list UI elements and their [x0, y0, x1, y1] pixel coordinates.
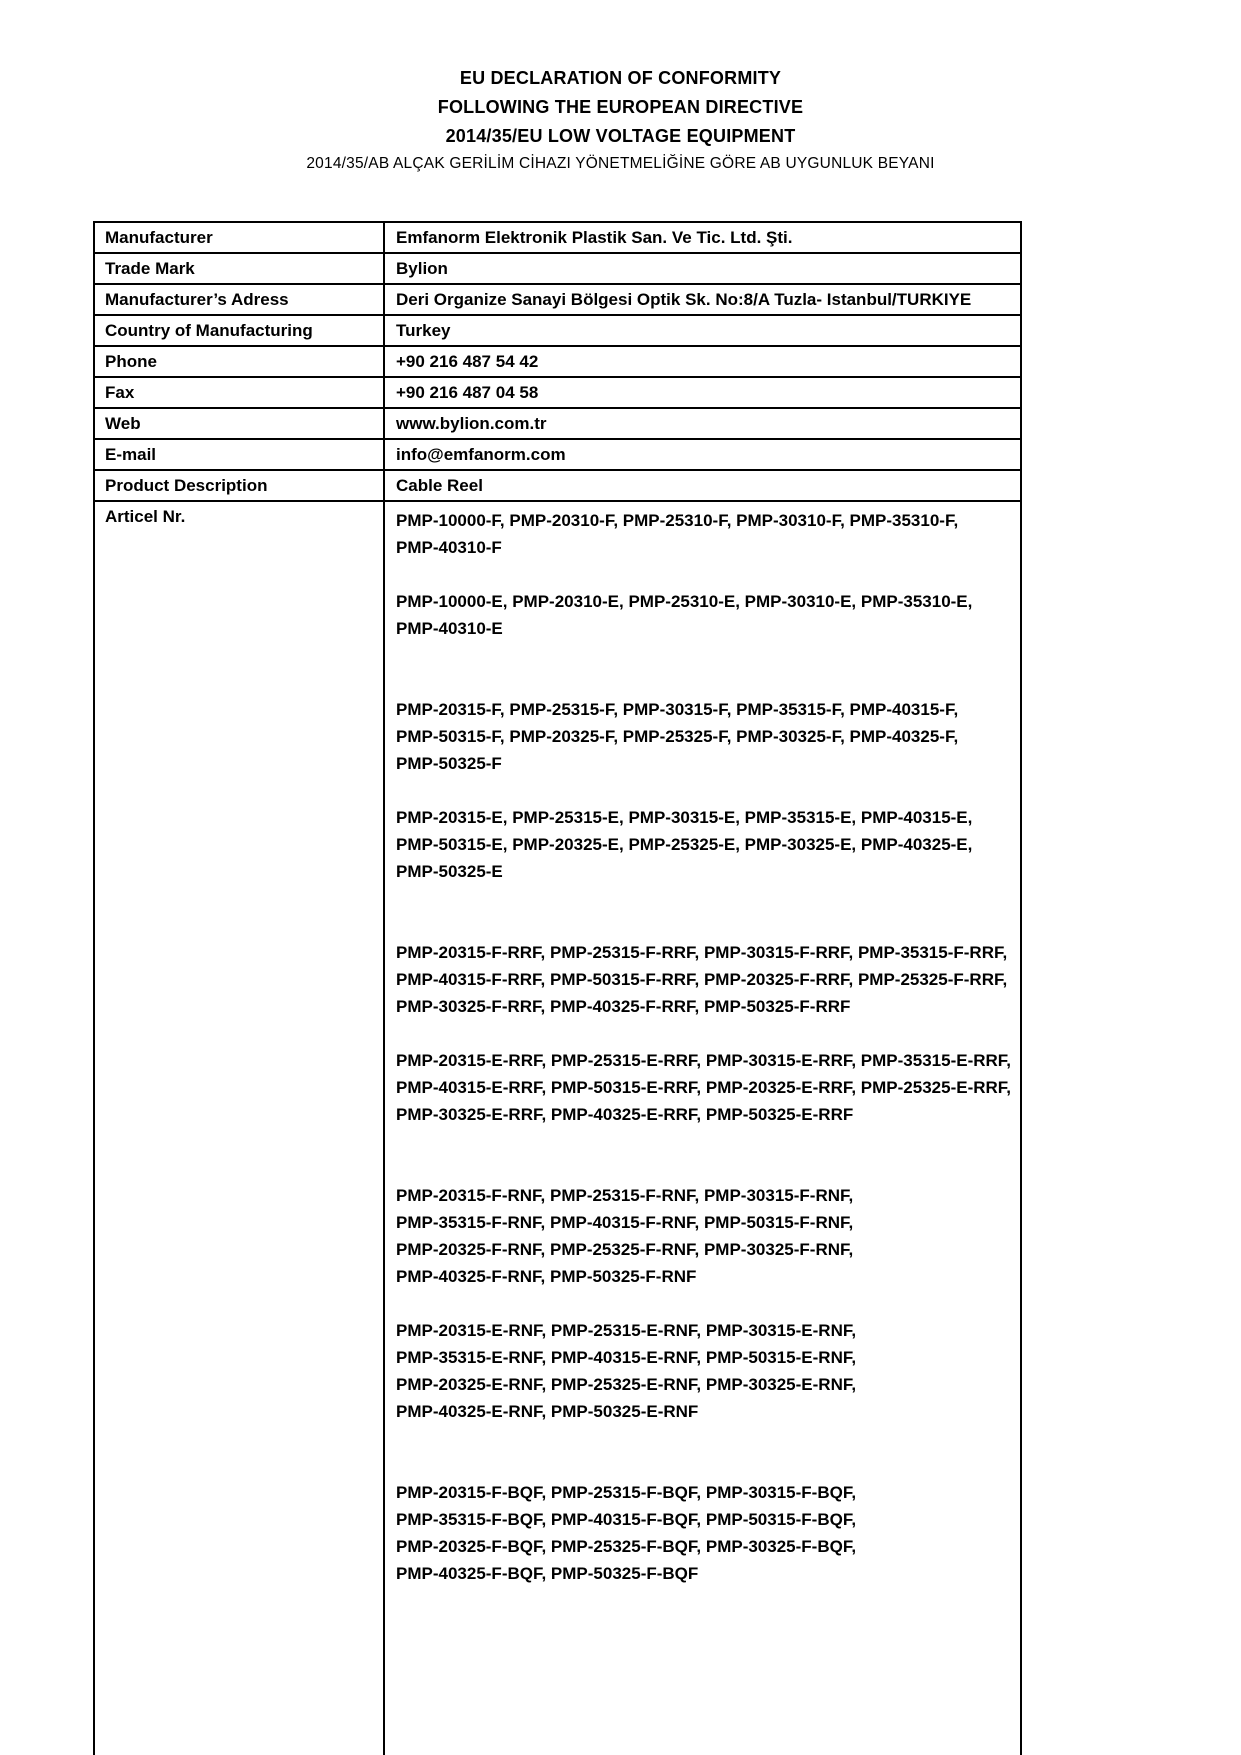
paragraph-gap	[396, 777, 1020, 804]
articel-line: PMP-40325-E-RNF, PMP-50325-E-RNF	[396, 1402, 699, 1421]
articel-value-cell	[384, 501, 1021, 1755]
paragraph-gap	[396, 1128, 1020, 1182]
articel-line: PMP-20315-E, PMP-25315-E, PMP-30315-E, PMP-35315-E, PMP-40315-E,	[396, 808, 973, 827]
articel-line: PMP-35315-F-BQF, PMP-40315-F-BQF, PMP-50315-F-BQF,	[396, 1510, 857, 1529]
row-label: Fax	[94, 377, 384, 408]
articel-line: PMP-20315-F, PMP-25315-F, PMP-30315-F, PMP-35315-F, PMP-40315-F,	[396, 700, 959, 719]
paragraph-gap	[396, 1020, 1020, 1047]
articel-line: PMP-20315-F-RNF, PMP-25315-F-RNF, PMP-30315-F-RNF,	[396, 1186, 854, 1205]
row-value: +90 216 487 04 58	[384, 377, 1021, 408]
paragraph-gap	[396, 642, 1020, 696]
articel-line: PMP-10000-E, PMP-20310-E, PMP-25310-E, PMP-30310-E, PMP-35310-E,	[396, 592, 973, 611]
row-value: www.bylion.com.tr	[384, 408, 1021, 439]
articel-line: PMP-35315-F-RNF, PMP-40315-F-RNF, PMP-50315-F-RNF,	[396, 1213, 854, 1232]
paragraph-gap	[396, 885, 1020, 939]
table-row-product-description	[94, 470, 1021, 501]
articel-line: PMP-50315-E, PMP-20325-E, PMP-25325-E, PMP-30325-E, PMP-40325-E,	[396, 835, 973, 854]
row-value: info@emfanorm.com	[384, 439, 1021, 470]
row-label: Product Description	[94, 470, 384, 501]
row-label: Country of Manufacturing	[94, 315, 384, 346]
row-value: +90 216 487 54 42	[384, 346, 1021, 377]
articel-line: PMP-40325-F-BQF, PMP-50325-F-BQF	[396, 1564, 699, 1583]
table-row-trade-mark	[94, 253, 1021, 284]
row-value: Cable Reel	[384, 470, 1021, 501]
articel-line: PMP-20315-F-RRF, PMP-25315-F-RRF, PMP-30315-F-RRF, PMP-35315-F-RRF,	[396, 943, 1008, 962]
row-label: E-mail	[94, 439, 384, 470]
row-label: Articel Nr.	[94, 501, 384, 1755]
row-label: Trade Mark	[94, 253, 384, 284]
row-label: Manufacturer’s Adress	[94, 284, 384, 315]
articel-line: PMP-20325-F-RNF, PMP-25325-F-RNF, PMP-30325-F-RNF,	[396, 1240, 854, 1259]
articel-line: PMP-50315-F, PMP-20325-F, PMP-25325-F, PMP-30325-F, PMP-40325-F,	[396, 727, 959, 746]
paragraph-gap	[396, 561, 1020, 588]
table-row-manufacturer	[94, 222, 1021, 253]
articel-line: PMP-40315-E-RRF, PMP-50315-E-RRF, PMP-20325-E-RRF, PMP-25325-E-RRF,	[396, 1078, 1012, 1097]
articel-line: PMP-30325-E-RRF, PMP-40325-E-RRF, PMP-50325-E-RRF	[396, 1105, 854, 1124]
table-row-fax	[94, 377, 1021, 408]
table-row-phone	[94, 346, 1021, 377]
articel-line: PMP-40310-F	[396, 538, 502, 557]
paragraph-gap	[396, 1425, 1020, 1479]
articel-line: PMP-40310-E	[396, 619, 503, 638]
articel-line: PMP-20315-E-RNF, PMP-25315-E-RNF, PMP-30315-E-RNF,	[396, 1321, 857, 1340]
declaration-table	[93, 221, 1022, 1755]
articel-line: PMP-30325-F-RRF, PMP-40325-F-RRF, PMP-50325-F-RRF	[396, 997, 851, 1016]
row-value: Deri Organize Sanayi Bölgesi Optik Sk. No:8/A Tuzla- Istanbul/TURKIYE	[384, 284, 1021, 315]
articel-line: PMP-40315-F-RRF, PMP-50315-F-RRF, PMP-20325-F-RRF, PMP-25325-F-RRF,	[396, 970, 1008, 989]
articel-line: PMP-10000-F, PMP-20310-F, PMP-25310-F, PMP-30310-F, PMP-35310-F,	[396, 511, 959, 530]
document-header	[0, 0, 1241, 177]
articel-line: PMP-40325-F-RNF, PMP-50325-F-RNF	[396, 1267, 697, 1286]
row-value: Bylion	[384, 253, 1021, 284]
title-line-1: EU DECLARATION OF CONFORMITY	[459, 68, 782, 88]
row-label: Phone	[94, 346, 384, 377]
title-line-2: FOLLOWING THE EUROPEAN DIRECTIVE	[437, 97, 804, 117]
row-value: Emfanorm Elektronik Plastik San. Ve Tic. Ltd. Şti.	[384, 222, 1021, 253]
title-line-3: 2014/35/EU LOW VOLTAGE EQUIPMENT	[445, 126, 796, 146]
row-value: Turkey	[384, 315, 1021, 346]
articel-line: PMP-20315-F-BQF, PMP-25315-F-BQF, PMP-30315-F-BQF,	[396, 1483, 857, 1502]
articel-line: PMP-20315-E-RRF, PMP-25315-E-RRF, PMP-30315-E-RRF, PMP-35315-E-RRF,	[396, 1051, 1012, 1070]
articel-line: PMP-35315-E-RNF, PMP-40315-E-RNF, PMP-50315-E-RNF,	[396, 1348, 857, 1367]
table-row-country-of-manufacturing	[94, 315, 1021, 346]
table-row-articel-nr	[94, 501, 1021, 1755]
table-row-web	[94, 408, 1021, 439]
table-row-email	[94, 439, 1021, 470]
articel-line: PMP-50325-E	[396, 862, 503, 881]
row-label: Manufacturer	[94, 222, 384, 253]
paragraph-gap	[396, 1290, 1020, 1317]
articel-line: PMP-20325-F-BQF, PMP-25325-F-BQF, PMP-30325-F-BQF,	[396, 1537, 857, 1556]
articel-line: PMP-20325-E-RNF, PMP-25325-E-RNF, PMP-30325-E-RNF,	[396, 1375, 857, 1394]
subtitle-line: 2014/35/AB ALÇAK GERİLİM CİHAZI YÖNETMELİĞİNE GÖRE AB UYGUNLUK BEYANI	[306, 155, 935, 172]
articel-line: PMP-50325-F	[396, 754, 502, 773]
table-row-manufacturer-adress	[94, 284, 1021, 315]
row-label: Web	[94, 408, 384, 439]
